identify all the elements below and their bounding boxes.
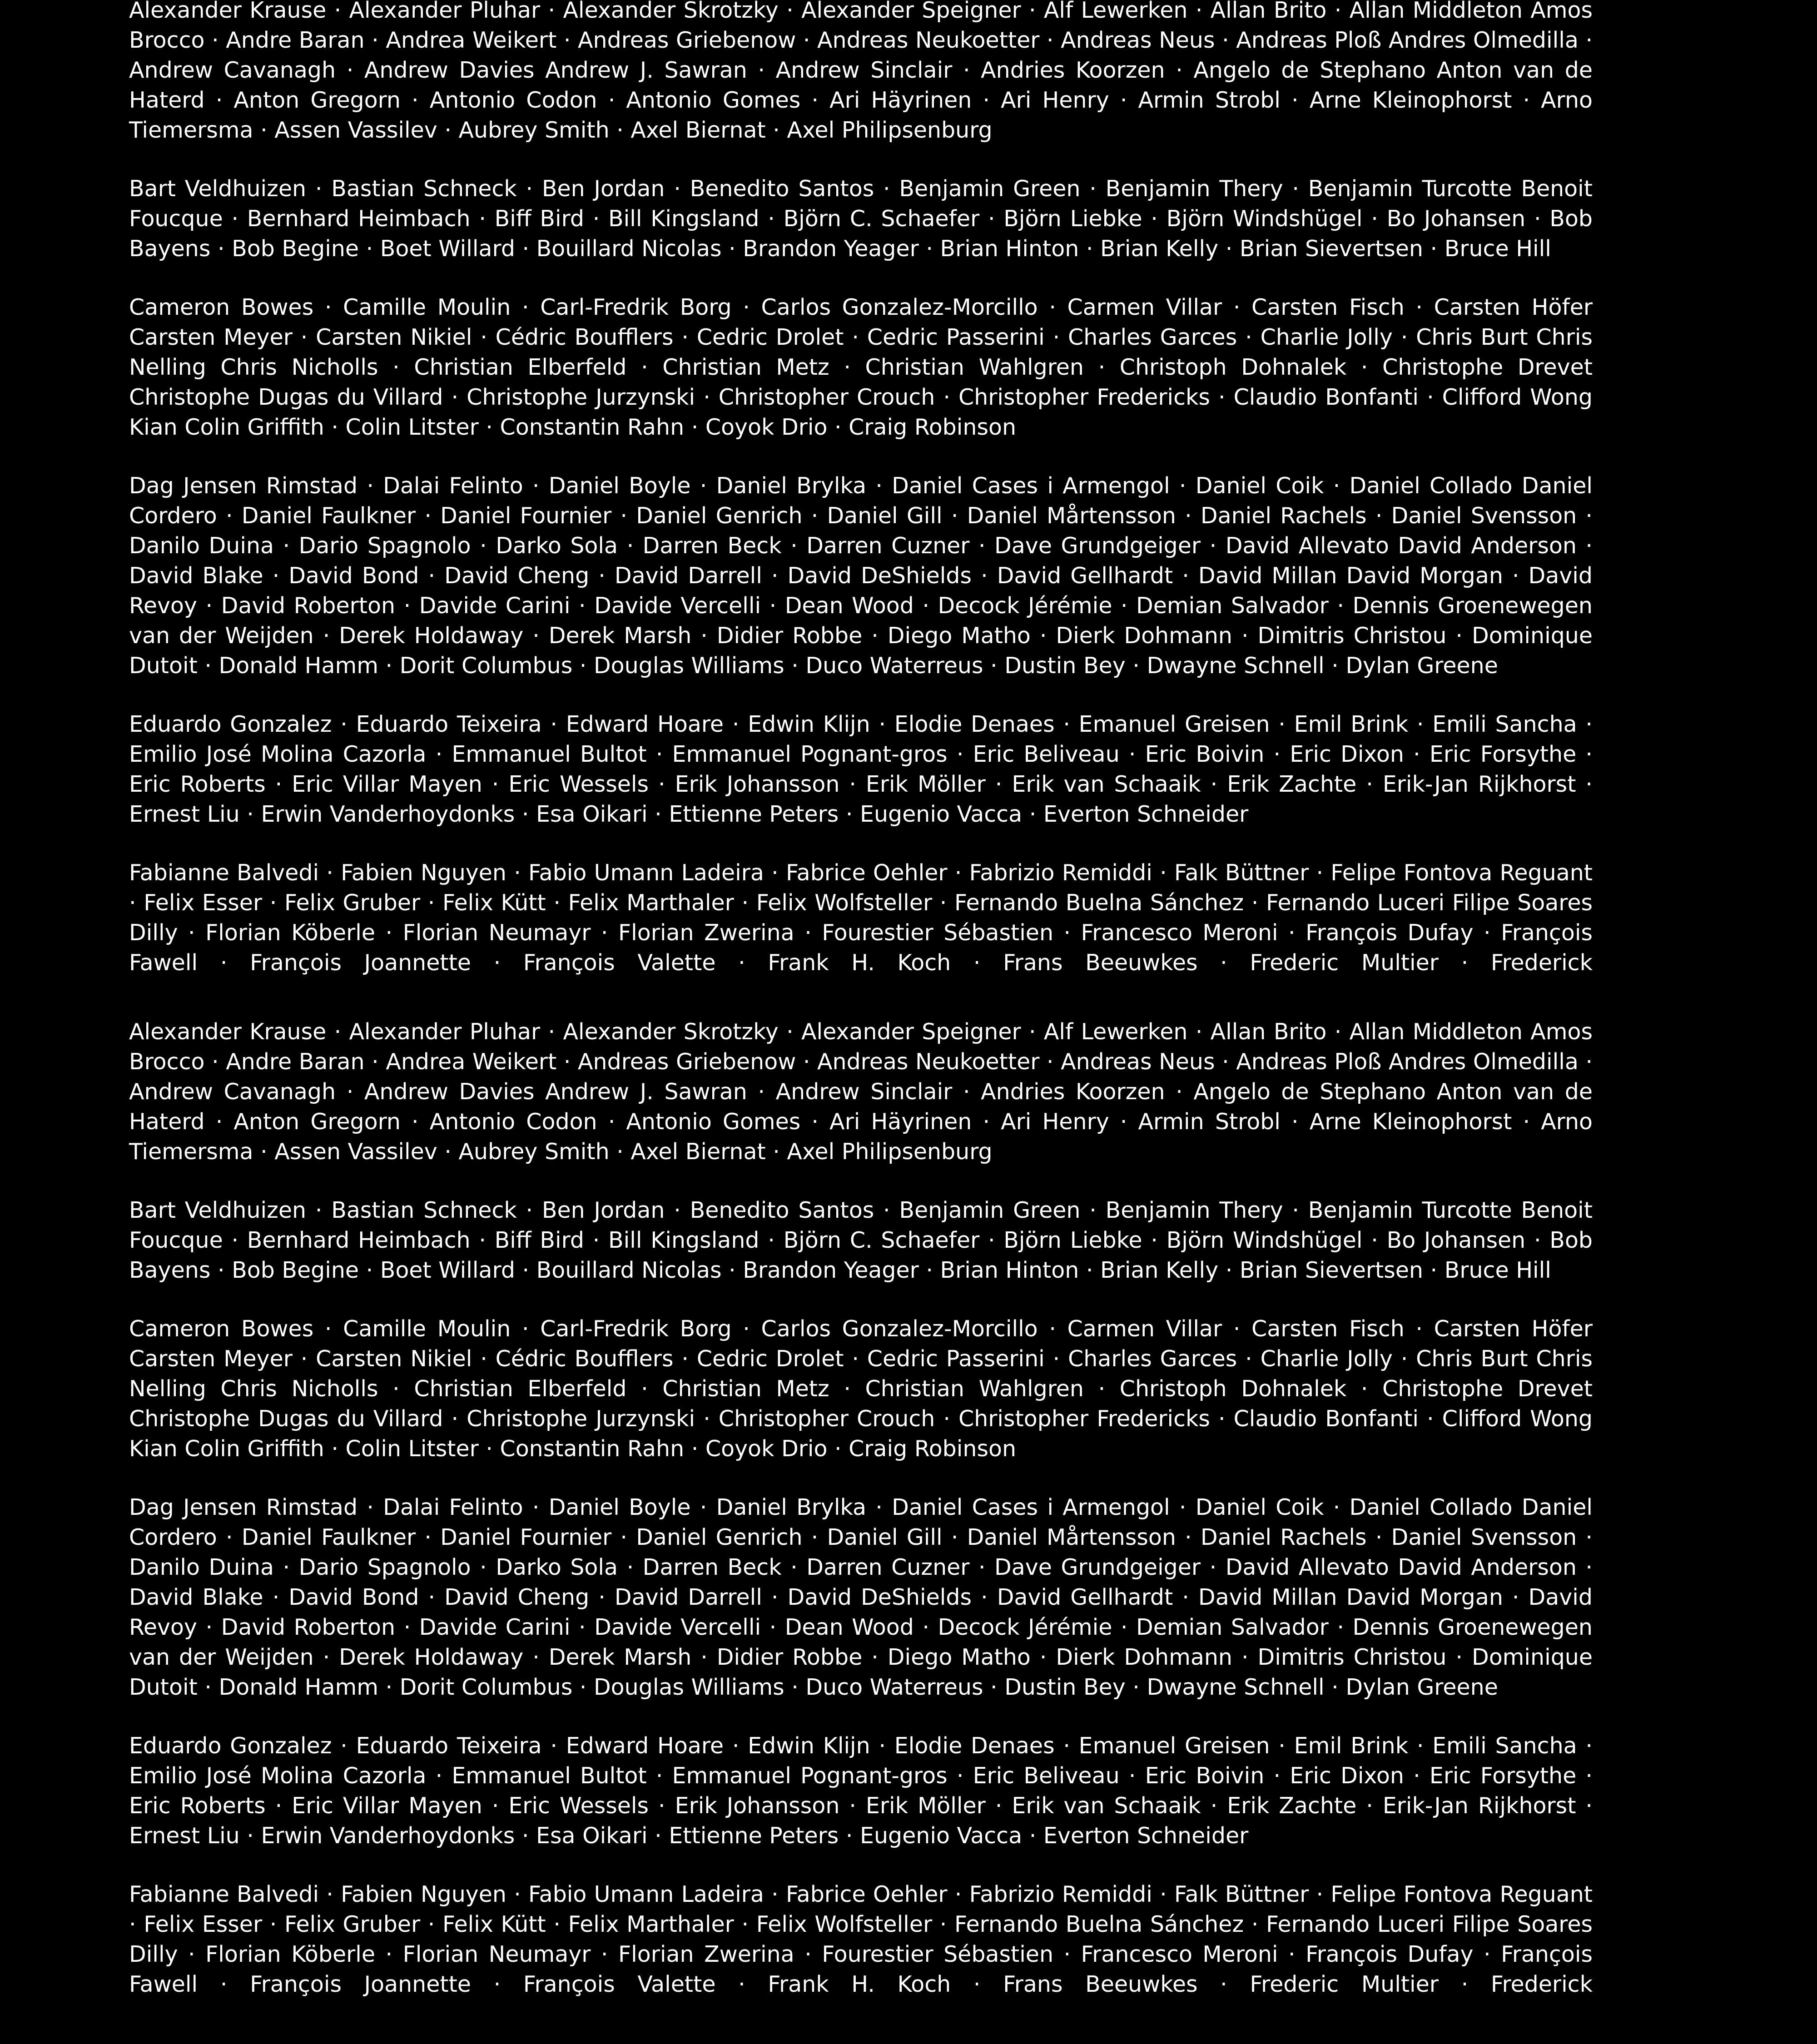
credits-paragraph-f: Fabianne Balvedi · Fabien Nguyen · Fabio Umann Ladeira · Fabrice Oehler · Fabrizio Remiddi · Falk Büttner · Felipe Fontova Reguant · Felix Esser · Felix Gruber · Felix Kütt · Felix Marthaler · Felix Wolfsteller · Fernando Buelna Sánchez · Fernando Luceri Filipe Soares Dilly · Florian Köberle · Florian Neumayr · Florian Zwerina · Fourestier Sébastien · Francesco Meroni · François Dufay · François Fawell · François Joannette · François Valette · Frank H. Koch · Frans Beeuwkes · Frederic Multier · Frederick: [129, 1881, 1593, 1997]
credits-paragraph-c: Cameron Bowes · Camille Moulin · Carl-Fredrik Borg · Carlos Gonzalez-Morcillo · Carmen Villar · Carsten Fisch · Carsten Höfer Carsten Meyer · Carsten Nikiel · Cédric Boufflers · Cedric Drolet · Cedric Passerini · Charles Garces · Charlie Jolly · Chris Burt Chris Nelling Chris Nicholls · Christian Elberfeld · Christian Metz · Christian Wahlgren · Christoph Dohnalek · Christophe Drevet Christophe Dugas du Villard · Christophe Jurzynski · Christopher Crouch · Christopher Fredericks · Claudio Bonfanti · Clifford Wong Kian Colin Griffith · Colin Litster · Constantin Rahn · Coyok Drio · Craig Robinson: [129, 1316, 1593, 1462]
credits-paragraph-d: Dag Jensen Rimstad · Dalai Felinto · Daniel Boyle · Daniel Brylka · Daniel Cases i Armengol · Daniel Coik · Daniel Collado Daniel Cordero · Daniel Faulkner · Daniel Fournier · Daniel Genrich · Daniel Gill · Daniel Mårtensson · Daniel Rachels · Daniel Svensson · Danilo Duina · Dario Spagnolo · Darko Sola · Darren Beck · Darren Cuzner · Dave Grundgeiger · David Allevato David Anderson · David Blake · David Bond · David Cheng · David Darrell · David DeShields · David Gellhardt · David Millan David Morgan · David Revoy · David Roberton · Davide Carini · Davide Vercelli · Dean Wood · Decock Jérémie · Demian Salvador · Dennis Groenewegen van der Weijden · Derek Holdaway · Derek Marsh · Didier Robbe · Diego Matho · Dierk Dohmann · Dimitris Christou · Dominique Dutoit · Donald Hamm · Dorit Columbus · Douglas Williams · Duco Waterreus · Dustin Bey · Dwayne Schnell · Dylan Greene: [129, 473, 1593, 679]
credits-paragraph-e: Eduardo Gonzalez · Eduardo Teixeira · Edward Hoare · Edwin Klijn · Elodie Denaes · Emanuel Greisen · Emil Brink · Emili Sancha · Emilio José Molina Cazorla · Emmanuel Bultot · Emmanuel Pognant-gros · Eric Beliveau · Eric Boivin · Eric Dixon · Eric Forsythe · Eric Roberts · Eric Villar Mayen · Eric Wessels · Erik Johansson · Erik Möller · Erik van Schaaik · Erik Zachte · Erik-Jan Rijkhorst · Ernest Liu · Erwin Vanderhoydonks · Esa Oikari · Ettienne Peters · Eugenio Vacca · Everton Schneider: [129, 1733, 1593, 1849]
credits-paragraph-a: Alexander Krause · Alexander Pluhar · Alexander Skrotzky · Alexander Speigner · Alf Lewerken · Allan Brito · Allan Middleton Amos Brocco · Andre Baran · Andrea Weikert · Andreas Griebenow · Andreas Neukoetter · Andreas Neus · Andreas Ploß Andres Olmedilla · Andrew Cavanagh · Andrew Davies Andrew J. Sawran · Andrew Sinclair · Andries Koorzen · Angelo de Stephano Anton van de Haterd · Anton Gregorn · Antonio Codon · Antonio Gomes · Ari Häyrinen · Ari Henry · Armin Strobl · Arne Kleinophorst · Arno Tiemersma · Assen Vassilev · Aubrey Smith · Axel Biernat · Axel Philipsenburg: [129, 0, 1593, 143]
credits-paragraph-b: Bart Veldhuizen · Bastian Schneck · Ben Jordan · Benedito Santos · Benjamin Green · Benjamin Thery · Benjamin Turcotte Benoit Foucque · Bernhard Heimbach · Biff Bird · Bill Kingsland · Björn C. Schaefer · Björn Liebke · Björn Windshügel · Bo Johansen · Bob Bayens · Bob Begine · Boet Willard · Bouillard Nicolas · Brandon Yeager · Brian Hinton · Brian Kelly · Brian Sievertsen · Bruce Hill: [129, 176, 1593, 262]
credits-paragraph-a: Alexander Krause · Alexander Pluhar · Alexander Skrotzky · Alexander Speigner · Alf Lewerken · Allan Brito · Allan Middleton Amos Brocco · Andre Baran · Andrea Weikert · Andreas Griebenow · Andreas Neukoetter · Andreas Neus · Andreas Ploß Andres Olmedilla · Andrew Cavanagh · Andrew Davies Andrew J. Sawran · Andrew Sinclair · Andries Koorzen · Angelo de Stephano Anton van de Haterd · Anton Gregorn · Antonio Codon · Antonio Gomes · Ari Häyrinen · Ari Henry · Armin Strobl · Arne Kleinophorst · Arno Tiemersma · Assen Vassilev · Aubrey Smith · Axel Biernat · Axel Philipsenburg: [129, 1019, 1593, 1165]
credits-paragraph-b: Bart Veldhuizen · Bastian Schneck · Ben Jordan · Benedito Santos · Benjamin Green · Benjamin Thery · Benjamin Turcotte Benoit Foucque · Bernhard Heimbach · Biff Bird · Bill Kingsland · Björn C. Schaefer · Björn Liebke · Björn Windshügel · Bo Johansen · Bob Bayens · Bob Begine · Boet Willard · Bouillard Nicolas · Brandon Yeager · Brian Hinton · Brian Kelly · Brian Sievertsen · Bruce Hill: [129, 1197, 1593, 1283]
credits-paragraph-f: Fabianne Balvedi · Fabien Nguyen · Fabio Umann Ladeira · Fabrice Oehler · Fabrizio Remiddi · Falk Büttner · Felipe Fontova Reguant · Felix Esser · Felix Gruber · Felix Kütt · Felix Marthaler · Felix Wolfsteller · Fernando Buelna Sánchez · Fernando Luceri Filipe Soares Dilly · Florian Köberle · Florian Neumayr · Florian Zwerina · Fourestier Sébastien · Francesco Meroni · François Dufay · François Fawell · François Joannette · François Valette · Frank H. Koch · Frans Beeuwkes · Frederic Multier · Frederick: [129, 860, 1593, 976]
credits-text-copy-2: [129, 1017, 1593, 1999]
credits-paragraph-d: Dag Jensen Rimstad · Dalai Felinto · Daniel Boyle · Daniel Brylka · Daniel Cases i Armengol · Daniel Coik · Daniel Collado Daniel Cordero · Daniel Faulkner · Daniel Fournier · Daniel Genrich · Daniel Gill · Daniel Mårtensson · Daniel Rachels · Daniel Svensson · Danilo Duina · Dario Spagnolo · Darko Sola · Darren Beck · Darren Cuzner · Dave Grundgeiger · David Allevato David Anderson · David Blake · David Bond · David Cheng · David Darrell · David DeShields · David Gellhardt · David Millan David Morgan · David Revoy · David Roberton · Davide Carini · Davide Vercelli · Dean Wood · Decock Jérémie · Demian Salvador · Dennis Groenewegen van der Weijden · Derek Holdaway · Derek Marsh · Didier Robbe · Diego Matho · Dierk Dohmann · Dimitris Christou · Dominique Dutoit · Donald Hamm · Dorit Columbus · Douglas Williams · Duco Waterreus · Dustin Bey · Dwayne Schnell · Dylan Greene: [129, 1494, 1593, 1700]
credits-paragraph-c: Cameron Bowes · Camille Moulin · Carl-Fredrik Borg · Carlos Gonzalez-Morcillo · Carmen Villar · Carsten Fisch · Carsten Höfer Carsten Meyer · Carsten Nikiel · Cédric Boufflers · Cedric Drolet · Cedric Passerini · Charles Garces · Charlie Jolly · Chris Burt Chris Nelling Chris Nicholls · Christian Elberfeld · Christian Metz · Christian Wahlgren · Christoph Dohnalek · Christophe Drevet Christophe Dugas du Villard · Christophe Jurzynski · Christopher Crouch · Christopher Fredericks · Claudio Bonfanti · Clifford Wong Kian Colin Griffith · Colin Litster · Constantin Rahn · Coyok Drio · Craig Robinson: [129, 294, 1593, 440]
credits-paragraph-e: Eduardo Gonzalez · Eduardo Teixeira · Edward Hoare · Edwin Klijn · Elodie Denaes · Emanuel Greisen · Emil Brink · Emili Sancha · Emilio José Molina Cazorla · Emmanuel Bultot · Emmanuel Pognant-gros · Eric Beliveau · Eric Boivin · Eric Dixon · Eric Forsythe · Eric Roberts · Eric Villar Mayen · Eric Wessels · Erik Johansson · Erik Möller · Erik van Schaaik · Erik Zachte · Erik-Jan Rijkhorst · Ernest Liu · Erwin Vanderhoydonks · Esa Oikari · Ettienne Peters · Eugenio Vacca · Everton Schneider: [129, 711, 1593, 827]
credits-text-copy-1: [129, 0, 1593, 978]
